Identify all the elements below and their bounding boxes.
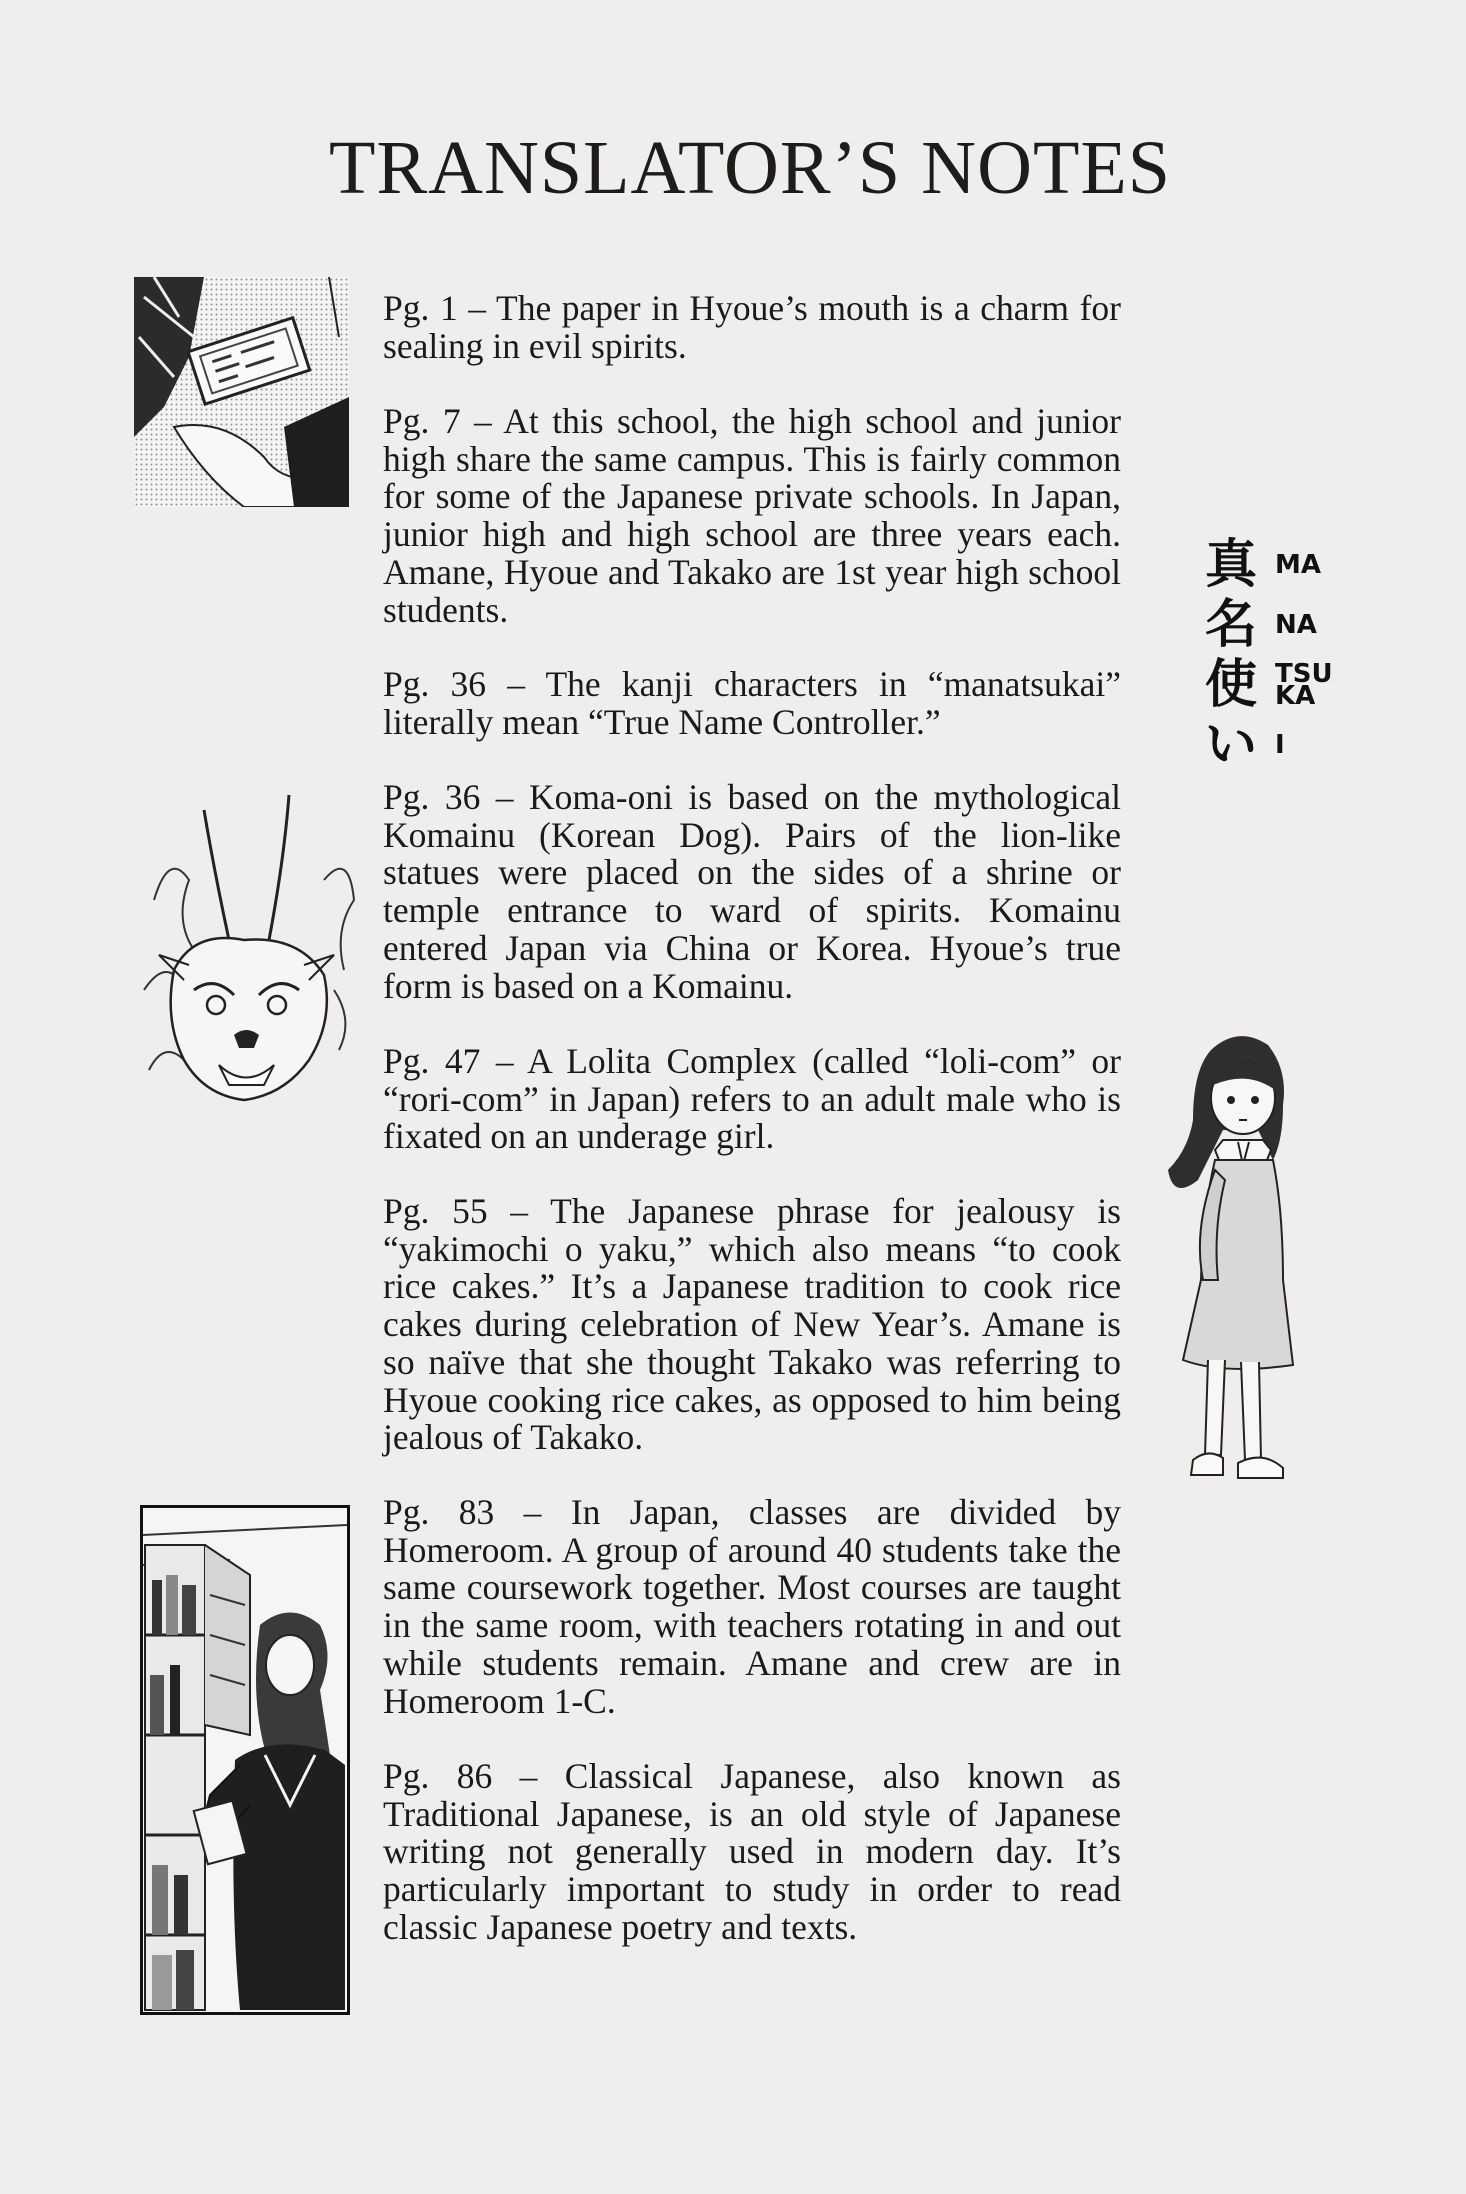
manatsukai-furigana: [1205, 535, 1345, 775]
note-pg-36-komaoni: Pg. 36 – Koma-oni is based on the mythological Komainu (Korean Dog). Pairs of the lion-like statues were placed on the sides of a shrine or temple entrance to ward of spirits. Komainu entered Japan via China or Korea. Hyoue’s true form is based on a Komainu.: [383, 777, 1121, 1006]
furigana-reading: I: [1275, 730, 1285, 760]
furigana-reading: TSU KA: [1275, 659, 1333, 711]
girl-illustration: [1163, 1030, 1313, 1515]
furigana-row: [1205, 595, 1345, 655]
note-pg-1: Pg. 1 – The paper in Hyoue’s mouth is a charm for sealing in evil spirits.: [383, 288, 1121, 366]
furigana-row: [1205, 535, 1345, 595]
furigana-kanji: 真: [1205, 535, 1258, 595]
furigana-kanji: 名: [1205, 595, 1258, 655]
furigana-row: [1205, 715, 1345, 775]
note-pg-47: Pg. 47 – A Lolita Complex (called “loli-com” or “rori-com” in Japan) refers to an adult male who is fixated on an underage girl.: [383, 1041, 1121, 1157]
page-title: TRANSLATOR’S NOTES: [328, 126, 1172, 210]
note-pg-55: Pg. 55 – The Japanese phrase for jealousy is “yakimochi o yaku,” which also means “to cook rice cakes.” It’s a Japanese tradition to cook rice cakes during celebration of New Year’s. Amane is so naïve that she thought Takako was referring to Hyoue cooking rice cakes, as opposed to him being jealous of Takako.: [383, 1191, 1121, 1458]
furigana-reading: MA: [1275, 550, 1321, 580]
bookshelf-panel-illustration: [140, 1505, 350, 2015]
furigana-row: [1205, 655, 1345, 715]
furigana-kanji: 使: [1205, 655, 1258, 715]
note-pg-83: Pg. 83 – In Japan, classes are divided by Homeroom. A group of around 40 students take the same coursework together. Most courses are taught in the same room, with teachers rotating in and out while students remain. Amane and crew are in Homeroom 1-C.: [383, 1492, 1121, 1721]
note-pg-36-kanji: Pg. 36 – The kanji characters in “manatsukai” literally mean “True Name Controller.”: [383, 664, 1121, 742]
furigana-kanji: い: [1205, 715, 1258, 775]
charm-panel-illustration: [134, 277, 349, 507]
furigana-reading: NA: [1275, 610, 1317, 640]
komaoni-illustration: [134, 790, 359, 1115]
note-pg-7: Pg. 7 – At this school, the high school and junior high share the same campus. This is fairly common for some of the Japanese private schools. In Japan, junior high and high school are three years each. Amane, Hyoue and Takako are 1st year high school students.: [383, 401, 1121, 630]
note-pg-86: Pg. 86 – Classical Japanese, also known as Traditional Japanese, is an old style of Japanese writing not generally used in modern day. It’s particularly important to study in order to read classic Japanese poetry and texts.: [383, 1756, 1121, 1947]
